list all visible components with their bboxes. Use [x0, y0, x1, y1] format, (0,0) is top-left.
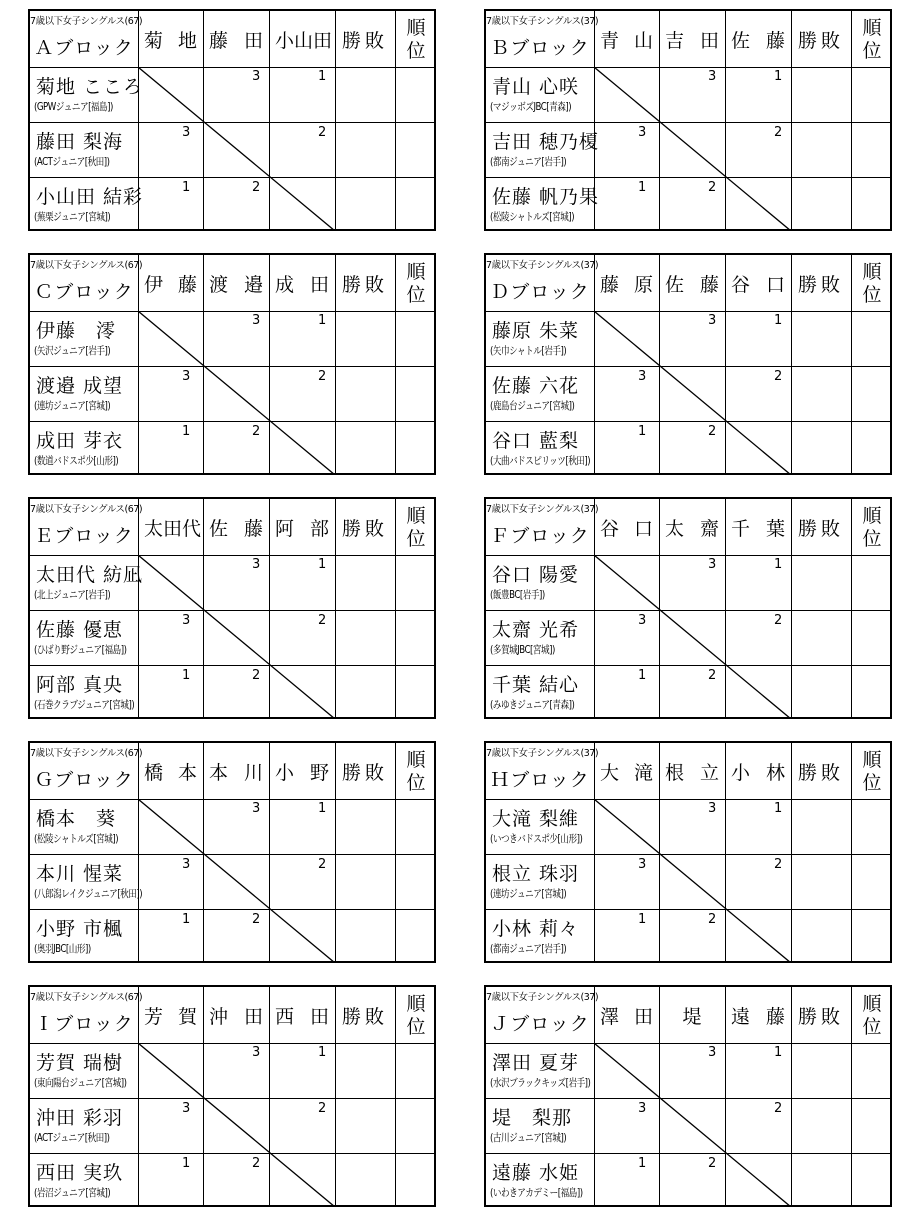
header-name-part: 小	[275, 761, 295, 784]
match-number: 1	[182, 180, 191, 195]
rank-header	[851, 993, 893, 1039]
category-label: 7歳以下女子シングルス(67)	[30, 748, 143, 759]
self-match-diagonal	[594, 1043, 791, 1207]
column-header-player	[203, 11, 269, 67]
column-header-player	[659, 255, 725, 311]
block-name: Ｄブロック	[490, 281, 590, 303]
block-name: Ｆブロック	[490, 525, 590, 547]
category-label: 7歳以下女子シングルス(67)	[30, 504, 143, 515]
column-header-player	[725, 499, 791, 555]
header-name-part: 菊	[144, 29, 164, 52]
player-club: (飯豊BC[岩手])	[490, 589, 545, 601]
header-name-part: 佐	[209, 517, 229, 540]
self-match-diagonal	[594, 555, 791, 719]
header-name-part: 谷	[600, 517, 620, 540]
header-name-part: 大	[600, 761, 620, 784]
rank-header-char: 位	[406, 528, 426, 550]
round-robin-block	[28, 253, 436, 475]
match-number: 3	[708, 69, 717, 84]
category-label: 7歳以下女子シングルス(67)	[30, 260, 143, 271]
round-robin-block	[28, 9, 436, 231]
round-robin-block	[484, 497, 892, 719]
player-name: 阿部 真央	[36, 674, 124, 696]
block-name: Ｊブロック	[490, 1013, 590, 1035]
match-number: 3	[182, 369, 191, 384]
player-club: (いわきアカデミー[福島])	[490, 1187, 583, 1199]
player-club: (GPWジュニア[福島])	[34, 101, 113, 113]
player-club: (矢沢ジュニア[岩手])	[34, 345, 111, 357]
header-name-part: 山	[633, 29, 653, 52]
header-name-part: 藤	[765, 1005, 785, 1028]
player-name: 橋本 葵	[36, 808, 117, 830]
round-robin-block	[28, 985, 436, 1207]
header-name-part: 太田代	[144, 517, 202, 540]
header-name-part: 齋	[699, 517, 719, 540]
player-name: 澤田 夏芽	[492, 1052, 580, 1074]
player-name: 千葉 結心	[492, 674, 580, 696]
category-label: 7歳以下女子シングルス(37)	[486, 748, 599, 759]
player-name: 小林 莉々	[492, 918, 580, 940]
player-club: (蕪栗ジュニア[宮城])	[34, 211, 111, 223]
match-number: 1	[318, 557, 327, 572]
round-robin-block	[484, 253, 892, 475]
player-club: (矢巾シャトル[岩手])	[490, 345, 567, 357]
match-number: 1	[182, 424, 191, 439]
player-club: (東向陽台ジュニア[宮城])	[34, 1077, 127, 1089]
rank-header-char: 順	[862, 993, 882, 1015]
column-header-player	[594, 11, 659, 67]
match-number: 1	[638, 1156, 647, 1171]
match-number: 1	[182, 1156, 191, 1171]
rank-header	[395, 17, 437, 63]
block-name: Ｂブロック	[490, 37, 590, 59]
player-club: (多賀城JBC[宮城])	[490, 644, 555, 656]
match-number: 2	[708, 1156, 717, 1171]
header-name-part: 田	[309, 273, 329, 296]
match-number: 1	[638, 668, 647, 683]
rank-header	[395, 993, 437, 1039]
match-number: 2	[318, 1101, 327, 1116]
self-match-diagonal	[594, 67, 791, 231]
player-name: 遠藤 水姫	[492, 1162, 580, 1184]
match-number: 3	[638, 857, 647, 872]
category-label: 7歳以下女子シングルス(37)	[486, 504, 599, 515]
player-club: (鹿島台ジュニア[宮城])	[490, 400, 575, 412]
player-name: 沖田 彩羽	[36, 1107, 124, 1129]
column-header-player	[725, 743, 791, 799]
header-name-part: 田	[309, 1005, 329, 1028]
rank-header-char: 位	[406, 1016, 426, 1038]
win-loss-header: 勝敗	[341, 1005, 388, 1028]
match-number: 1	[774, 1045, 783, 1060]
player-name: 小野 市楓	[36, 918, 124, 940]
match-number: 1	[182, 912, 191, 927]
match-number: 1	[318, 1045, 327, 1060]
match-number: 2	[252, 180, 261, 195]
match-number: 3	[708, 313, 717, 328]
match-number: 3	[708, 557, 717, 572]
column-header-player	[203, 255, 269, 311]
column-header-player	[659, 743, 725, 799]
self-match-diagonal	[138, 1043, 335, 1207]
header-name-part: 吉	[665, 29, 685, 52]
rank-header	[851, 749, 893, 795]
match-number: 1	[638, 912, 647, 927]
header-name-part: 本	[177, 761, 197, 784]
match-number: 2	[252, 1156, 261, 1171]
header-name-part: 田	[243, 1005, 263, 1028]
header-name-part: 藤	[600, 273, 620, 296]
block-name: Ｇブロック	[34, 769, 134, 791]
match-number: 2	[774, 613, 783, 628]
category-label: 7歳以下女子シングルス(37)	[486, 16, 599, 27]
rank-header	[395, 749, 437, 795]
match-number: 2	[318, 857, 327, 872]
header-name-part: 口	[633, 517, 653, 540]
match-number: 1	[318, 313, 327, 328]
column-header-player	[659, 11, 725, 67]
player-name: 佐藤 優恵	[36, 619, 124, 641]
category-label: 7歳以下女子シングルス(67)	[30, 992, 143, 1003]
header-name-part: 千	[731, 517, 751, 540]
header-name-part: 谷	[731, 273, 751, 296]
category-label: 7歳以下女子シングルス(67)	[30, 16, 143, 27]
column-header-player	[138, 499, 203, 555]
player-club: (都南ジュニア[岩手])	[490, 156, 567, 168]
rank-header-char: 順	[406, 505, 426, 527]
player-club: (ひばり野ジュニア[福島])	[34, 644, 127, 656]
block-name: Ｅブロック	[34, 525, 134, 547]
header-name-part: 佐	[665, 273, 685, 296]
match-number: 2	[252, 668, 261, 683]
rank-header	[851, 17, 893, 63]
player-name: 堤 梨那	[492, 1107, 573, 1129]
match-number: 3	[252, 557, 261, 572]
header-name-part: 原	[633, 273, 653, 296]
match-number: 3	[182, 1101, 191, 1116]
header-name-part: 田	[243, 29, 263, 52]
match-number: 1	[638, 180, 647, 195]
rank-header-char: 順	[406, 261, 426, 283]
column-header-player	[659, 987, 725, 1043]
header-name-part: 澤	[600, 1005, 620, 1028]
player-name: 藤田 梨海	[36, 131, 124, 153]
block-name: Ｃブロック	[34, 281, 134, 303]
column-header-player	[269, 987, 335, 1043]
player-name: 成田 芽衣	[36, 430, 124, 452]
header-name-part: 伊	[144, 273, 164, 296]
player-club: (北上ジュニア[岩手])	[34, 589, 111, 601]
win-loss-header: 勝敗	[341, 517, 388, 540]
column-header-player	[138, 987, 203, 1043]
column-header-player	[594, 987, 659, 1043]
player-club: (連坊ジュニア[宮城])	[490, 888, 567, 900]
header-name-part: 遠	[731, 1005, 751, 1028]
header-name-part: 藤	[699, 273, 719, 296]
header-name-part: 芳	[144, 1005, 164, 1028]
header-name-part: 部	[309, 517, 329, 540]
rank-header-char: 順	[862, 261, 882, 283]
match-number: 2	[318, 369, 327, 384]
column-header-player	[269, 743, 335, 799]
header-name-part: 本	[209, 761, 229, 784]
match-number: 1	[774, 69, 783, 84]
rank-header-char: 順	[862, 505, 882, 527]
header-name-part: 沖	[209, 1005, 229, 1028]
match-number: 3	[638, 369, 647, 384]
header-name-part: 賀	[177, 1005, 197, 1028]
rank-header-char: 位	[862, 772, 882, 794]
column-header-player	[725, 11, 791, 67]
player-name: 根立 珠羽	[492, 863, 580, 885]
player-name: 伊藤 澪	[36, 320, 117, 342]
rank-header	[851, 261, 893, 307]
column-header-player	[269, 11, 335, 67]
header-name-part: 佐	[731, 29, 751, 52]
header-name-part: 小山田	[275, 29, 333, 52]
match-number: 2	[318, 613, 327, 628]
rank-header-char: 位	[862, 1016, 882, 1038]
player-club: (みゆきジュニア[青森])	[490, 699, 575, 711]
rank-header-char: 位	[862, 284, 882, 306]
header-name-part: 藤	[209, 29, 229, 52]
player-club: (水沢ブラックキッズ[岩手])	[490, 1077, 591, 1089]
self-match-diagonal	[138, 67, 335, 231]
player-name: 佐藤 六花	[492, 375, 580, 397]
match-number: 3	[638, 613, 647, 628]
player-club: (奥羽JBC[山形])	[34, 943, 91, 955]
player-club: (松陵シャトルズ[宮城])	[490, 211, 575, 223]
rank-header-char: 順	[862, 749, 882, 771]
player-club: (ACTジュニア[秋田])	[34, 1132, 110, 1144]
rank-header-char: 順	[862, 17, 882, 39]
header-name-part: 野	[309, 761, 329, 784]
match-number: 3	[182, 613, 191, 628]
player-club: (大曲バドスピリッツ[秋田])	[490, 455, 591, 467]
match-number: 2	[708, 912, 717, 927]
match-number: 3	[252, 1045, 261, 1060]
match-number: 2	[774, 857, 783, 872]
match-number: 1	[318, 69, 327, 84]
self-match-diagonal	[138, 555, 335, 719]
player-club: (八郎潟レイクジュニア[秋田])	[34, 888, 143, 900]
player-name: 吉田 穂乃榎	[492, 131, 600, 153]
player-name: 太田代 紡凪	[36, 564, 144, 586]
column-header-player	[203, 743, 269, 799]
match-number: 1	[182, 668, 191, 683]
column-header-player	[594, 499, 659, 555]
match-number: 3	[182, 125, 191, 140]
header-name-part: 藤	[177, 273, 197, 296]
self-match-diagonal	[138, 799, 335, 963]
rank-header	[395, 505, 437, 551]
block-name: Ａブロック	[34, 37, 134, 59]
player-name: 谷口 陽愛	[492, 564, 580, 586]
win-loss-header: 勝敗	[797, 517, 844, 540]
rank-header-char: 位	[406, 284, 426, 306]
self-match-diagonal	[594, 799, 791, 963]
player-club: (古川ジュニア[宮城])	[490, 1132, 567, 1144]
column-header-player	[269, 255, 335, 311]
player-name: 谷口 藍梨	[492, 430, 580, 452]
win-loss-header: 勝敗	[797, 1005, 844, 1028]
header-name-part: 川	[243, 761, 263, 784]
header-name-part: 堤	[682, 1005, 702, 1028]
rank-header-char: 位	[406, 772, 426, 794]
match-number: 3	[252, 313, 261, 328]
win-loss-header: 勝敗	[341, 29, 388, 52]
match-number: 1	[774, 801, 783, 816]
rank-header-char: 位	[862, 528, 882, 550]
match-number: 2	[708, 424, 717, 439]
player-name: 藤原 朱菜	[492, 320, 580, 342]
match-number: 3	[252, 801, 261, 816]
match-number: 1	[774, 557, 783, 572]
match-number: 2	[774, 369, 783, 384]
self-match-diagonal	[138, 311, 335, 475]
player-club: (数道バドスポ少[山形])	[34, 455, 119, 467]
player-name: 小山田 結彩	[36, 186, 144, 208]
header-name-part: 太	[665, 517, 685, 540]
header-name-part: 田	[699, 29, 719, 52]
player-name: 本川 惺菜	[36, 863, 124, 885]
match-number: 3	[708, 801, 717, 816]
player-name: 西田 実玖	[36, 1162, 124, 1184]
player-name: 渡邉 成望	[36, 375, 124, 397]
player-club: (ACTジュニア[秋田])	[34, 156, 110, 168]
column-header-player	[203, 987, 269, 1043]
column-header-player	[138, 255, 203, 311]
column-header-player	[725, 255, 791, 311]
header-name-part: 根	[665, 761, 685, 784]
round-robin-block	[484, 985, 892, 1207]
player-club: (いつきバドスポ少[山形])	[490, 833, 583, 845]
player-club: (連坊ジュニア[宮城])	[34, 400, 111, 412]
player-name: 菊地 こころ	[36, 76, 144, 98]
header-name-part: 小	[731, 761, 751, 784]
match-number: 3	[638, 125, 647, 140]
player-name: 大滝 梨維	[492, 808, 580, 830]
rank-header	[395, 261, 437, 307]
match-number: 2	[774, 125, 783, 140]
match-number: 2	[318, 125, 327, 140]
match-number: 1	[638, 424, 647, 439]
win-loss-header: 勝敗	[797, 29, 844, 52]
header-name-part: 立	[699, 761, 719, 784]
match-number: 3	[252, 69, 261, 84]
column-header-player	[138, 11, 203, 67]
round-robin-block	[28, 497, 436, 719]
column-header-player	[138, 743, 203, 799]
match-number: 3	[638, 1101, 647, 1116]
rank-header	[851, 505, 893, 551]
self-match-diagonal	[594, 311, 791, 475]
player-club: (マジッボズJBC[青森])	[490, 101, 572, 113]
player-name: 芳賀 瑞樹	[36, 1052, 124, 1074]
column-header-player	[594, 255, 659, 311]
match-number: 2	[252, 912, 261, 927]
match-number: 2	[708, 180, 717, 195]
round-robin-block	[484, 9, 892, 231]
player-club: (都南ジュニア[岩手])	[490, 943, 567, 955]
column-header-player	[594, 743, 659, 799]
header-name-part: 田	[633, 1005, 653, 1028]
match-number: 1	[318, 801, 327, 816]
match-number: 2	[708, 668, 717, 683]
rank-header-char: 順	[406, 993, 426, 1015]
win-loss-header: 勝敗	[797, 273, 844, 296]
column-header-player	[659, 499, 725, 555]
column-header-player	[725, 987, 791, 1043]
rank-header-char: 位	[406, 40, 426, 62]
player-name: 太齋 光希	[492, 619, 580, 641]
category-label: 7歳以下女子シングルス(37)	[486, 260, 599, 271]
header-name-part: 渡	[209, 273, 229, 296]
match-number: 1	[774, 313, 783, 328]
rank-header-char: 順	[406, 17, 426, 39]
match-number: 3	[182, 857, 191, 872]
rank-header-char: 順	[406, 749, 426, 771]
header-name-part: 地	[177, 29, 197, 52]
round-robin-block	[28, 741, 436, 963]
header-name-part: 橋	[144, 761, 164, 784]
player-name: 青山 心咲	[492, 76, 580, 98]
column-header-player	[203, 499, 269, 555]
block-name: Ｉブロック	[34, 1013, 134, 1035]
win-loss-header: 勝敗	[341, 761, 388, 784]
win-loss-header: 勝敗	[797, 761, 844, 784]
player-club: (石巻クラブジュニア[宮城])	[34, 699, 135, 711]
header-name-part: 藤	[765, 29, 785, 52]
player-club: (岩沼ジュニア[宮城])	[34, 1187, 111, 1199]
header-name-part: 林	[765, 761, 785, 784]
header-name-part: 阿	[275, 517, 295, 540]
header-name-part: 西	[275, 1005, 295, 1028]
rank-header-char: 位	[862, 40, 882, 62]
header-name-part: 葉	[765, 517, 785, 540]
header-name-part: 口	[765, 273, 785, 296]
win-loss-header: 勝敗	[341, 273, 388, 296]
header-name-part: 青	[600, 29, 620, 52]
category-label: 7歳以下女子シングルス(37)	[486, 992, 599, 1003]
match-number: 2	[774, 1101, 783, 1116]
match-number: 2	[252, 424, 261, 439]
player-name: 佐藤 帆乃果	[492, 186, 600, 208]
column-header-player	[269, 499, 335, 555]
header-name-part: 滝	[633, 761, 653, 784]
player-club: (松陵シャトルズ[宮城])	[34, 833, 119, 845]
block-name: Ｈブロック	[490, 769, 590, 791]
round-robin-block	[484, 741, 892, 963]
header-name-part: 邉	[243, 273, 263, 296]
header-name-part: 藤	[243, 517, 263, 540]
header-name-part: 成	[275, 273, 295, 296]
match-number: 3	[708, 1045, 717, 1060]
